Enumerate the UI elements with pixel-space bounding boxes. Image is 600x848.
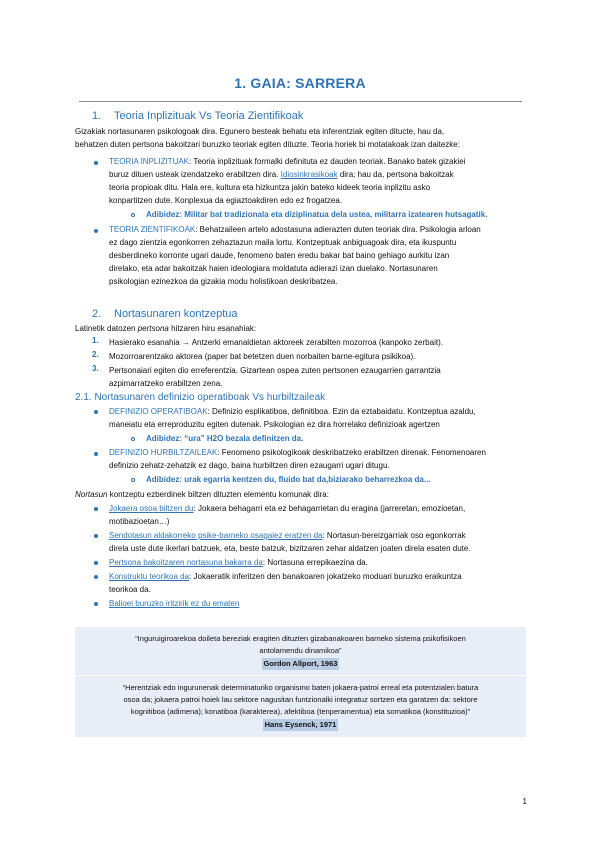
section-2-title: Nortasunaren kontzeptua — [114, 308, 238, 320]
quote-1-author-row — [75, 658, 526, 670]
element-1 — [109, 502, 527, 515]
s21-b2-example: Adibidez: urak egarria kentzen du, fluido bat da,biziarako beharrezkoa da... — [146, 475, 431, 484]
sub-bullet-icon — [131, 437, 135, 441]
quote-1-line-1: “Inguruigiroarekoa doileta bereziak eragiten dituzten gizabanakoaren barneko sistema psikofisikoen — [135, 634, 466, 643]
element-4-cont: teorikoa da. — [109, 585, 151, 594]
page-title: 1. GAIA: SARRERA — [234, 75, 366, 91]
element-5-link[interactable]: Balioei buruzko iritzirik ez du ematen — [109, 599, 240, 608]
s1-bullet-2-line-2: ez dago zientzia egonkorren zehaztazun maila lortu. Kontzeptuak anbiguagoak dira, eta ikuspuntu — [109, 238, 457, 247]
s21-bullet-2-line-1 — [109, 446, 527, 459]
page-number: 1 — [522, 797, 527, 806]
element-1-link[interactable]: Jokaera osoa biltzen du — [109, 504, 194, 513]
element-2-text: : Nortasun-bereizgarriak oso egonkorrak — [322, 531, 466, 540]
teoria-zientifikoak-label: TEORIA ZIENTIFIKOAK — [109, 225, 196, 234]
element-3 — [109, 556, 527, 569]
s2-intro-word: pertsona — [137, 324, 169, 333]
quote-2-line-1: “Herentziak edo ingurunenak determinaturiko organismo baten jokaera-patroi erreal eta potentzialen batura — [122, 683, 479, 692]
s1-b1-text: : Teoria inplizituak formalki definituta ez dauden teoriak. Banako batek gizakiei — [189, 157, 466, 166]
s1-bullet-2-line-3: desberdineko korronte ugari daude, fenomeno baten eredu bakar bat baino gehiago aurkitu izan — [109, 251, 450, 260]
s1-bullet-2-line-5: psikologian ezinezkoa da gizakia modu holistikoan deskribatzea. — [109, 277, 338, 286]
s1-intro-line-2: behatzen duten pertsona bakoitzari buruzko teoriak egiten dituzte. Teoria horiek bi motatakoak izan daitezke: — [75, 140, 460, 149]
section-1-number: 1. — [92, 110, 102, 122]
element-2 — [109, 529, 527, 542]
s21-bullet-1-line-2: maneiatu eta erreproduzitu egiten dutenak. Psikologian ez dira horrelako definizioak agertzen — [109, 420, 440, 429]
s1-bullet-1-line-1 — [109, 155, 527, 168]
element-2-link[interactable]: Sendotasun aldakorreko psike-barneko osagaiez eratzen da — [109, 531, 323, 540]
s2-intro-b: hitzaren hiru esanahiak: — [171, 324, 257, 333]
bullet-icon — [94, 507, 98, 511]
s2-item-2: Mozorroarentzako aktorea (paper bat betetzen duen norbaiten barne-egitura psikikoa). — [109, 352, 416, 361]
bullet-icon — [94, 452, 98, 456]
section-2-number: 2. — [92, 308, 102, 320]
element-4-link[interactable]: Konstruktu teorikoa da — [109, 572, 190, 581]
list-number: 1. — [92, 336, 99, 345]
bullet-icon — [94, 575, 98, 579]
s1-bullet-1-line-4: konpartitzen dute. Konplexua da egiaztoakdiren edo ez frogatzea. — [109, 196, 343, 205]
quote-1-author: Gordon Allport, 1963 — [263, 659, 338, 668]
s1-b1-text2b: dira; hau da, pertsona bakoitzak — [339, 170, 454, 179]
bullet-icon — [94, 410, 98, 414]
quote-2-line-3: kognitiboa (adimena); konatiboa (karakterea), afektiboa (tenperamentua) eta somatikoa (konstituzioa)” — [130, 707, 471, 716]
list-number: 3. — [92, 364, 99, 373]
s21-b1-text: : Definizio esplikatiboa, definitiboa. Ezin da eztabaidatu. Kontzeptua azaldu, — [207, 407, 476, 416]
definizio-hurbiltzaileak-label: DEFINIZIO HURBILTZAILEAK — [109, 448, 218, 457]
section-2-1-heading: 2.1. Nortasunaren definizio operatiboak Vs hurbiltzaileak — [75, 392, 326, 403]
bullet-icon — [94, 229, 98, 233]
s21-b1-example: Adibidez: “ura” H2O bezala definitzen da. — [146, 434, 304, 443]
element-1-cont: motibazioetan…) — [109, 517, 170, 526]
element-4 — [109, 570, 527, 583]
quote-2-line-2: osoa da; jokaera patroi hoiek lau sektore nagusitan funtzionalki integratuz sortzen eta garatzen da: sektore — [123, 695, 478, 704]
elements-intro-word: Nortasun — [75, 490, 108, 499]
quote-box-allport — [75, 627, 526, 675]
quote-1-line-2: antolamendu dinamikoa” — [259, 646, 342, 655]
teoria-inplizituak-label: TEORIA INPLIZITUAK — [109, 157, 190, 166]
quote-2-author: Hans Eysenck, 1971 — [264, 720, 337, 729]
section-2-heading — [92, 308, 238, 320]
element-5 — [109, 597, 527, 610]
sub-bullet-icon — [131, 213, 135, 217]
idiosinkrasikoak-link[interactable]: Idiosinkrasikoak — [280, 170, 338, 179]
s1-bullet-1-line-3: teoria propioak ditu. Hala ere, kultura eta hizkuntza jakin bateko kideek teoria inplizitu asko — [109, 183, 431, 192]
title-divider — [79, 101, 522, 102]
bullet-icon — [94, 602, 98, 606]
element-3-link[interactable]: Pertsona bakoitzaren nortasuna bakarra da — [109, 558, 263, 567]
s2-item-3-cont: azpimarratzeko erabiltzen zena. — [109, 379, 223, 388]
s1-bullet-2-line-4: direlako, eta adar bakoitzak haien ideologiara moldatuta adierazi izan duelako. Nortasunaren — [109, 264, 438, 273]
bullet-icon — [94, 161, 98, 165]
s2-intro-a: Latinetik datozen — [75, 324, 136, 333]
s1-bullet-2-line-1 — [109, 223, 527, 236]
s1-b2-text: : Behatzaileen artelo adostasuna adierazten duten teoriak dira. Psikologia arloan — [195, 225, 481, 234]
sub-bullet-icon — [131, 478, 135, 482]
element-3-text: : Nortasuna errepikaezina da. — [262, 558, 368, 567]
s1-intro-line-1: Gizakiak nortasunaren psikologoak dira. Egunero besteak behatu eta inferentziak egiten ditucte, hau da, — [75, 127, 445, 136]
element-1-text: : Jokaera behagarri eta ez behagarrietan du eragina (jarreretan, emozioetan, — [193, 504, 466, 513]
list-number: 2. — [92, 350, 99, 359]
s2-intro — [75, 322, 526, 335]
s21-bullet-2-line-2: definizio zehatz-zehatzik ez dago, baina hurbiltzen diren ezaugarri ugari ditugu. — [109, 461, 390, 470]
section-1-heading — [92, 110, 303, 122]
section-1-title: Teoria Inplizituak Vs Teoria Zientifikoak — [114, 110, 304, 122]
quote-box-eysenck — [75, 676, 526, 737]
s2-item-1: Hasierako esanahia → Antzerki emanaldietan aktoreek zerabilten mozorroa (kanpoko zerbait). — [109, 338, 443, 347]
s1-bullet-1-line-2 — [109, 168, 527, 181]
s21-b2-text: : Fenomeno psikologikoak deskribatzeko erabiltzen direnak. Fenomenoaren — [217, 448, 486, 457]
definizio-operatiboak-label: DEFINIZIO OPERATIBOAK — [109, 407, 208, 416]
elements-intro — [75, 488, 526, 501]
quote-2-author-row — [75, 719, 526, 731]
element-4-text: : Jokaeratik inferitzen den banakoaren jokatzeko moduari buruzko eraikuntza — [189, 572, 462, 581]
s1-b1-example: Adibidez: Militar bat tradizionala eta diziplinatua dela ustea, militarra izatearen hutsagatik. — [146, 210, 488, 219]
element-2-cont: direla uste dute ikerlari batzuek, eta, beste batzuk, bizitzaren zehar aldatzen joaten direla esaten dute. — [109, 544, 471, 553]
elements-intro-text: kontzeptu ezberdinek biltzen dituzten elementu komunak dira: — [109, 490, 329, 499]
s21-bullet-1-line-1 — [109, 405, 527, 418]
bullet-icon — [94, 561, 98, 565]
bullet-icon — [94, 534, 98, 538]
s1-b1-text2: buruz dituen usteak izendatzeko erabiltzen dira. — [109, 170, 279, 179]
s2-item-3: Pertsonaiari egiten dio erreferentzia. Gizartean ospea zuten pertsonen ezaugarrien garrantzia — [109, 366, 441, 375]
